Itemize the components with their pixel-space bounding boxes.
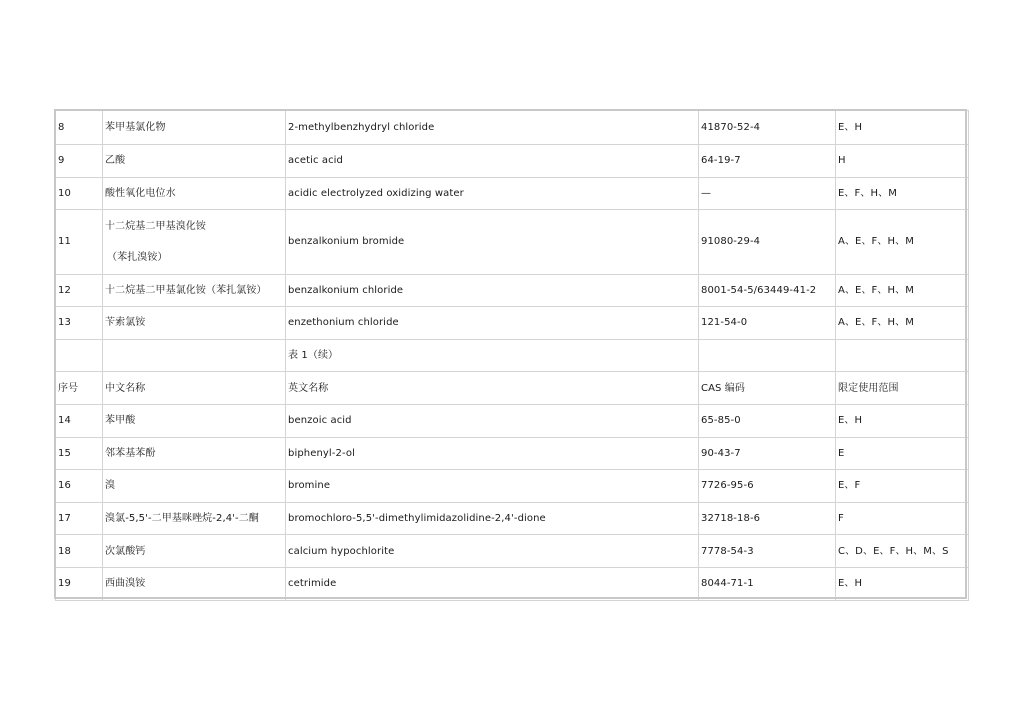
usage-scope: E [836,437,969,470]
row-number: 13 [56,307,103,340]
chinese-name [103,339,286,372]
cas-number: 7726-95-6 [699,470,836,503]
table-row [56,177,969,210]
table-row [56,502,969,535]
table-row [56,274,969,307]
chinese-name: 苯甲酸 [103,404,286,437]
chinese-name: 溴 [103,470,286,503]
usage-scope: H [836,145,969,178]
cas-number [699,339,836,372]
table-row [56,437,969,470]
header-english-name: 英文名称 [286,372,699,405]
english-name: enzethonium chloride [286,307,699,340]
english-name: bromine [286,470,699,503]
header-row-number: 序号 [56,372,103,405]
row-number: 8 [56,111,103,145]
cas-number: 90-43-7 [699,437,836,470]
english-name: acidic electrolyzed oxidizing water [286,177,699,210]
cas-number: 32718-18-6 [699,502,836,535]
chinese-name: 苯甲基氯化物 [103,111,286,145]
chinese-name [103,210,286,274]
header-usage-scope: 限定使用范围 [836,372,969,405]
header-chinese-name: 中文名称 [103,372,286,405]
usage-scope: A、E、F、H、M [836,307,969,340]
usage-scope [836,339,969,372]
row-number: 16 [56,470,103,503]
table-continuation-caption: 表 1（续） [286,339,699,372]
english-name: benzalkonium bromide [286,210,699,274]
table-row [56,404,969,437]
usage-scope: A、E、F、H、M [836,210,969,274]
chinese-name-line-2: （苯扎溴铵） [107,251,168,263]
english-name: bromochloro-5,5'-dimethylimidazolidine-2,4'-dione [286,502,699,535]
cas-number: 7778-54-3 [699,535,836,568]
english-name: biphenyl-2-ol [286,437,699,470]
english-name: cetrimide [286,567,699,600]
table-row [56,567,969,600]
cas-number: 65-85-0 [699,404,836,437]
table-row [56,210,969,274]
cas-number: 91080-29-4 [699,210,836,274]
chinese-name: 西曲溴铵 [103,567,286,600]
row-number: 9 [56,145,103,178]
cas-number: 8001-54-5/63449-41-2 [699,274,836,307]
row-number: 10 [56,177,103,210]
chinese-name-line-1: 十二烷基二甲基溴化铵 [105,220,206,232]
row-number: 14 [56,404,103,437]
table-row [56,470,969,503]
table-row [56,111,969,145]
chinese-name: 溴氯-5,5'-二甲基咪唑烷-2,4'-二酮 [103,502,286,535]
table-row [56,535,969,568]
chinese-name: 十二烷基二甲基氯化铵（苯扎氯铵） [103,274,286,307]
english-name: acetic acid [286,145,699,178]
header-cas-number: CAS 编码 [699,372,836,405]
table-continuation-row [56,339,969,372]
chinese-name: 次氯酸钙 [103,535,286,568]
usage-scope: A、E、F、H、M [836,274,969,307]
english-name: 2-methylbenzhydryl chloride [286,111,699,145]
row-number: 18 [56,535,103,568]
cas-number: 8044-71-1 [699,567,836,600]
cas-number: 41870-52-4 [699,111,836,145]
row-number [56,339,103,372]
table-header-row [56,372,969,405]
usage-scope: E、H [836,567,969,600]
usage-scope: E、H [836,404,969,437]
disinfectant-table [55,110,969,601]
usage-scope: E、F、H、M [836,177,969,210]
chinese-name: 邻苯基苯酚 [103,437,286,470]
cas-number: 121-54-0 [699,307,836,340]
chinese-name: 酸性氧化电位水 [103,177,286,210]
chinese-name: 苄索氯铵 [103,307,286,340]
row-number: 15 [56,437,103,470]
row-number: 17 [56,502,103,535]
usage-scope: C、D、E、F、H、M、S [836,535,969,568]
chinese-name: 乙酸 [103,145,286,178]
table-row [56,307,969,340]
english-name: benzoic acid [286,404,699,437]
usage-scope: E、F [836,470,969,503]
row-number: 12 [56,274,103,307]
cas-number: — [699,177,836,210]
usage-scope: E、H [836,111,969,145]
english-name: calcium hypochlorite [286,535,699,568]
row-number: 11 [56,210,103,274]
english-name: benzalkonium chloride [286,274,699,307]
cas-number: 64-19-7 [699,145,836,178]
table-row [56,145,969,178]
usage-scope: F [836,502,969,535]
row-number: 19 [56,567,103,600]
